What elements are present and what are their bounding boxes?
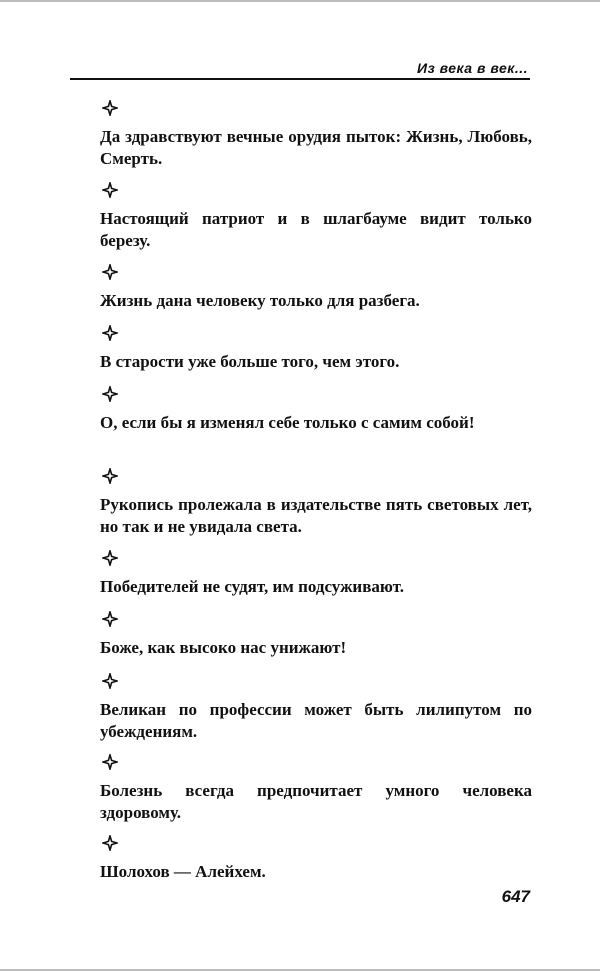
aphorism-1 <box>100 100 532 170</box>
aphorism-7 <box>100 550 532 598</box>
four-point-star-icon <box>102 673 118 689</box>
page-top-border <box>0 0 600 2</box>
aphorism-text: Жизнь дана человеку только для разбега. <box>100 291 420 310</box>
four-point-star-icon <box>102 835 118 851</box>
four-point-star-icon <box>102 754 118 770</box>
aphorism-text: Да здравствуют вечные орудия пыток: Жизнь, Любовь, Смерть. <box>100 127 532 168</box>
page-number: 647 <box>501 887 530 906</box>
running-title: Из века в век... <box>417 60 528 76</box>
aphorism-text: Шолохов — Алейхем. <box>100 862 266 881</box>
four-point-star-icon <box>102 611 118 627</box>
four-point-star-icon <box>102 182 118 198</box>
aphorism-8 <box>100 611 532 659</box>
header-rule <box>70 78 530 80</box>
four-point-star-icon <box>102 264 118 280</box>
aphorism-text: Рукопись пролежала в издательстве пять световых лет, но так и не увидала света. <box>100 495 532 536</box>
aphorism-text: Великан по профессии может быть лилипутом по убеждениям. <box>100 700 532 741</box>
four-point-star-icon <box>102 468 118 484</box>
four-point-star-icon <box>102 386 118 402</box>
aphorism-text: О, если бы я изменял себе только с самим собой! <box>100 413 475 432</box>
aphorism-11 <box>100 835 532 883</box>
aphorism-text: Победителей не судят, им подсуживают. <box>100 577 404 596</box>
aphorism-10 <box>100 754 532 824</box>
page-bottom-border <box>0 969 600 971</box>
four-point-star-icon <box>102 100 118 116</box>
aphorism-5 <box>100 386 532 434</box>
aphorism-text: В старости уже больше того, чем этого. <box>100 352 400 371</box>
aphorism-9 <box>100 673 532 743</box>
four-point-star-icon <box>102 325 118 341</box>
aphorism-3 <box>100 264 532 312</box>
aphorism-text: Болезнь всегда предпочитает умного человека здоровому. <box>100 781 532 822</box>
aphorism-text: Настоящий патриот и в шлагбауме видит только березу. <box>100 209 532 250</box>
aphorism-6 <box>100 468 532 538</box>
four-point-star-icon <box>102 550 118 566</box>
aphorism-text: Боже, как высоко нас унижают! <box>100 638 347 657</box>
aphorism-2 <box>100 182 532 252</box>
aphorism-4 <box>100 325 532 373</box>
